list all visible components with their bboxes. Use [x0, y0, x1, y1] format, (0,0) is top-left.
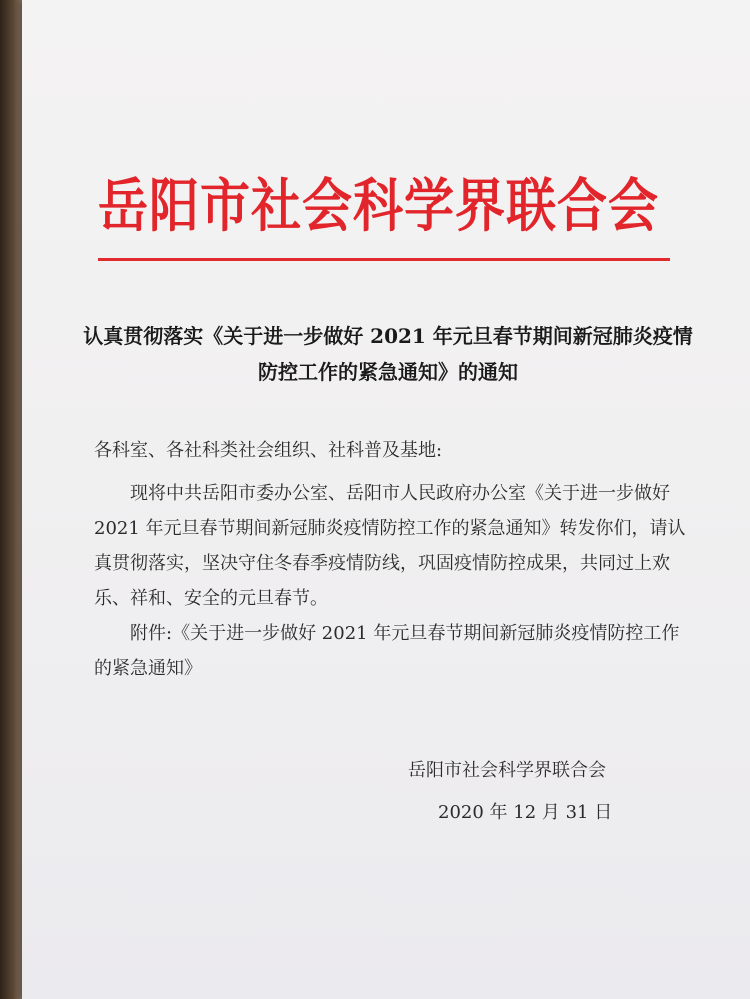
salutation: 各科室、各社科类社会组织、社科普及基地: — [94, 440, 443, 461]
desk-edge — [0, 0, 22, 999]
letterhead-divider — [98, 258, 670, 261]
document-title: 认真贯彻落实《关于进一步做好 2021 年元旦春节期间新冠肺炎疫情防控工作的紧急通知》的通知 — [83, 324, 693, 384]
body-paragraph-main: 现将中共岳阳市委办公室、岳阳市人民政府办公室《关于进一步做好2021 年元旦春节期间新冠肺炎疫情防控工作的紧急通知》转发你们，请认真贯彻落实，坚决守住冬春季疫情防线，巩固疫情防控成果，共同过上欢乐、祥和、安全的元旦春节。 — [94, 483, 686, 609]
document-body — [94, 476, 694, 686]
signature: 岳阳市社会科学界联合会 — [408, 760, 606, 781]
issue-date: 2020 年 12 月 31 日 — [438, 802, 613, 823]
body-paragraph-attachment: 附件:《关于进一步做好 2021 年元旦春节期间新冠肺炎疫情防控工作的紧急通知》 — [94, 623, 680, 679]
letterhead-organization: 岳阳市社会科学界联合会 — [98, 171, 659, 240]
